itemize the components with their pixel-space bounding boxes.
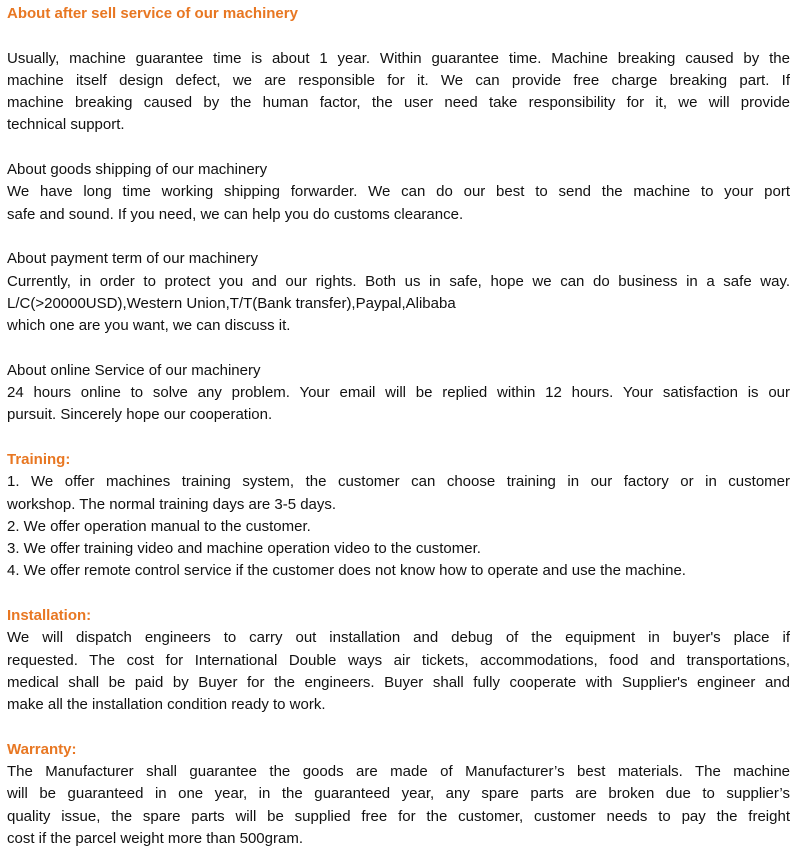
paragraph-line: make all the installation condition ready to work. (7, 696, 326, 714)
section (7, 739, 790, 850)
paragraph-line: 2. We offer operation manual to the customer. (7, 517, 311, 535)
section-heading: About payment term of our machinery (7, 250, 258, 268)
paragraph-line: quality issue, the spare parts will be supplied free for the customer, customer needs to pay the freight (7, 807, 790, 825)
paragraph-line: 24 hours online to solve any problem. Your email will be replied within 12 hours. Your satisfaction is our (7, 384, 790, 402)
section-heading: About after sell service of our machinery (7, 5, 298, 22)
section (7, 159, 790, 248)
paragraph-line: which one are you want, we can discuss it. (7, 317, 291, 335)
spacer (7, 226, 790, 248)
paragraph-line: Usually, machine guarantee time is about 1 year. Within guarantee time. Machine breaking caused by the (7, 49, 790, 67)
paragraph-line: We will dispatch engineers to carry out installation and debug of the equipment in buyer's place if (7, 629, 790, 647)
section (7, 449, 790, 605)
section-heading: Warranty: (7, 740, 77, 758)
paragraph-line: The Manufacturer shall guarantee the goods are made of Manufacturer’s best materials. The machine (7, 763, 790, 781)
paragraph-line: 3. We offer training video and machine operation video to the customer. (7, 540, 481, 558)
section (7, 605, 790, 739)
document-body (7, 3, 790, 850)
section-heading: About goods shipping of our machinery (7, 161, 268, 179)
section (7, 360, 790, 449)
spacer (7, 137, 790, 159)
section-heading: About online Service of our machinery (7, 361, 261, 379)
paragraph-line: We have long time working shipping forwarder. We can do our best to send the machine to your port (7, 183, 790, 201)
spacer (7, 25, 790, 47)
paragraph-line: safe and sound. If you need, we can help you do customs clearance. (7, 205, 464, 223)
paragraph-line: pursuit. Sincerely hope our cooperation. (7, 406, 273, 424)
paragraph-line: 1. We offer machines training system, the customer can choose training in our factory or in customer (7, 473, 790, 491)
paragraph-line: requested. The cost for International Double ways air tickets, accommodations, food and transportations, (7, 651, 790, 669)
spacer (7, 717, 790, 739)
paragraph-line: technical support. (7, 116, 125, 134)
spacer (7, 583, 790, 605)
paragraph-line: Currently, in order to protect you and our rights. Both us in safe, hope we can do business in a safe way. (7, 272, 790, 290)
section-heading: Installation: (7, 607, 92, 625)
paragraph-line: machine itself design defect, we are responsible for it. We can provide free charge breaking part. If (7, 71, 790, 89)
paragraph-line: will be guaranteed in one year, in the guaranteed year, any spare parts are broken due to supplier’s (7, 785, 790, 803)
paragraph-line: medical shall be paid by Buyer for the engineers. Buyer shall fully cooperate with Supplier's engineer and (7, 673, 790, 691)
paragraph-line: workshop. The normal training days are 3-5 days. (7, 495, 337, 513)
paragraph-line: 4. We offer remote control service if the customer does not know how to operate and use the machine. (7, 562, 686, 580)
paragraph-line: L/C(>20000USD),Western Union,T/T(Bank transfer),Paypal,Alibaba (7, 294, 456, 312)
spacer (7, 427, 790, 449)
section (7, 3, 790, 159)
paragraph-line: machine breaking caused by the human factor, the user need take responsibility for it, we will provide (7, 94, 790, 112)
section (7, 248, 790, 359)
section-heading: Training: (7, 450, 71, 468)
paragraph-line: cost if the parcel weight more than 500gram. (7, 829, 303, 847)
spacer (7, 337, 790, 359)
